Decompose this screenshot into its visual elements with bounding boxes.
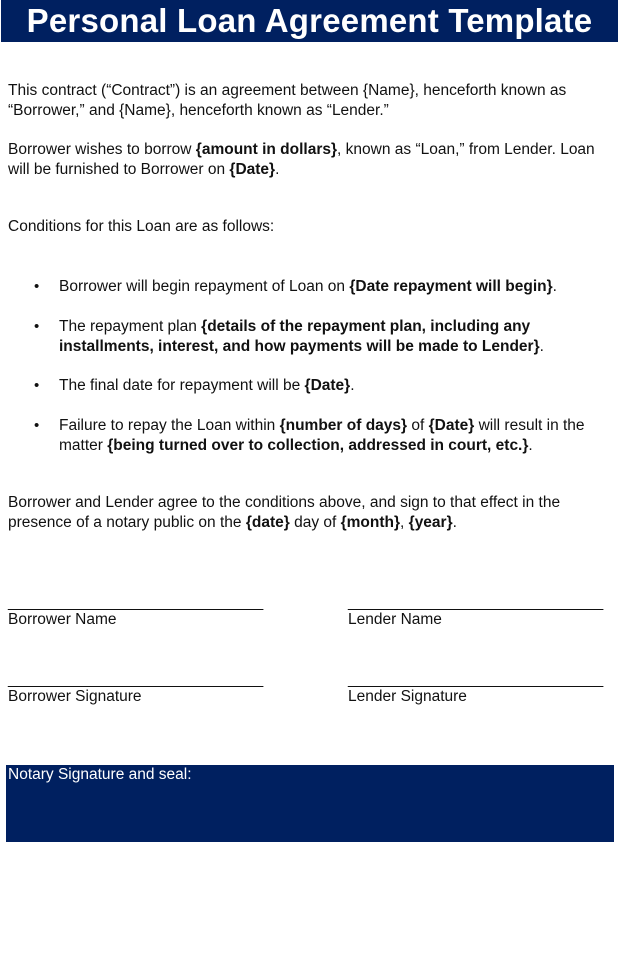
year-placeholder: {year} <box>408 514 453 531</box>
borrower-name-line[interactable]: _______________________________ <box>8 594 263 611</box>
conditions-intro: Conditions for this Loan are as follows: <box>8 218 275 235</box>
lender-name-line[interactable]: _______________________________ <box>348 594 603 611</box>
condition-text: . <box>539 338 544 355</box>
repayment-plan-placeholder: {details of the repayment plan, including any installments, interest, and how payments will be made to Lender} <box>59 318 540 355</box>
agreement-text: Borrower and Lender agree to the conditions above, and sign to that effect in the presence of a notary public on the <box>8 494 561 531</box>
condition-repayment-plan <box>34 317 611 357</box>
condition-text: The final date for repayment will be <box>59 377 305 394</box>
condition-text: will result in the matter <box>59 417 585 454</box>
borrower-signature-line[interactable]: _______________________________ <box>8 671 263 688</box>
condition-text: Borrower will begin repayment of Loan on <box>59 278 350 295</box>
consequence-placeholder: {being turned over to collection, addressed in court, etc.} <box>107 437 529 454</box>
intro-paragraph <box>8 81 611 121</box>
bullet-dot: • <box>34 377 40 394</box>
loan-text-2: , known as “Loan,” from Lender. Loan will be furnished to Borrower on <box>8 141 595 178</box>
condition-text: . <box>350 377 355 394</box>
condition-text: Failure to repay the Loan within <box>59 417 280 434</box>
loan-date-placeholder: {Date} <box>229 161 276 178</box>
month-placeholder: {month} <box>340 514 401 531</box>
condition-text: of <box>407 417 429 434</box>
agreement-text: . <box>452 514 457 531</box>
lender-name-label: Lender Name <box>348 611 442 628</box>
day-placeholder: {date} <box>245 514 290 531</box>
bullet-dot: • <box>34 417 40 434</box>
bullet-dot: • <box>34 318 40 335</box>
loan-text-1: Borrower wishes to borrow <box>8 141 196 158</box>
condition-final-date <box>34 376 611 396</box>
agreement-text: day of <box>289 514 341 531</box>
agreement-paragraph <box>8 493 611 533</box>
agreement-text: , <box>400 514 409 531</box>
condition-failure-to-repay <box>34 416 611 456</box>
repayment-start-placeholder: {Date repayment will begin} <box>349 278 553 295</box>
loan-paragraph <box>8 140 611 180</box>
failure-date-placeholder: {Date} <box>428 417 475 434</box>
borrower-name-label: Borrower Name <box>8 611 117 628</box>
condition-text: . <box>552 278 557 295</box>
document-title: Personal Loan Agreement Template <box>1 0 618 42</box>
condition-text: The repayment plan <box>59 318 202 335</box>
condition-repayment-start <box>34 277 611 297</box>
loan-text-3: . <box>275 161 280 178</box>
intro-text: This contract (“Contract”) is an agreement between {Name}, henceforth known as “Borrower,” and {Name}, henceforth known as “Lender.” <box>8 82 567 119</box>
final-date-placeholder: {Date} <box>304 377 351 394</box>
amount-placeholder: {amount in dollars} <box>195 141 338 158</box>
bullet-dot: • <box>34 278 40 295</box>
days-placeholder: {number of days} <box>279 417 408 434</box>
notary-label: Notary Signature and seal: <box>8 766 192 783</box>
lender-signature-label: Lender Signature <box>348 688 467 705</box>
notary-box[interactable] <box>6 765 614 842</box>
condition-text: . <box>528 437 533 454</box>
lender-signature-line[interactable]: _______________________________ <box>348 671 603 688</box>
borrower-signature-label: Borrower Signature <box>8 688 142 705</box>
